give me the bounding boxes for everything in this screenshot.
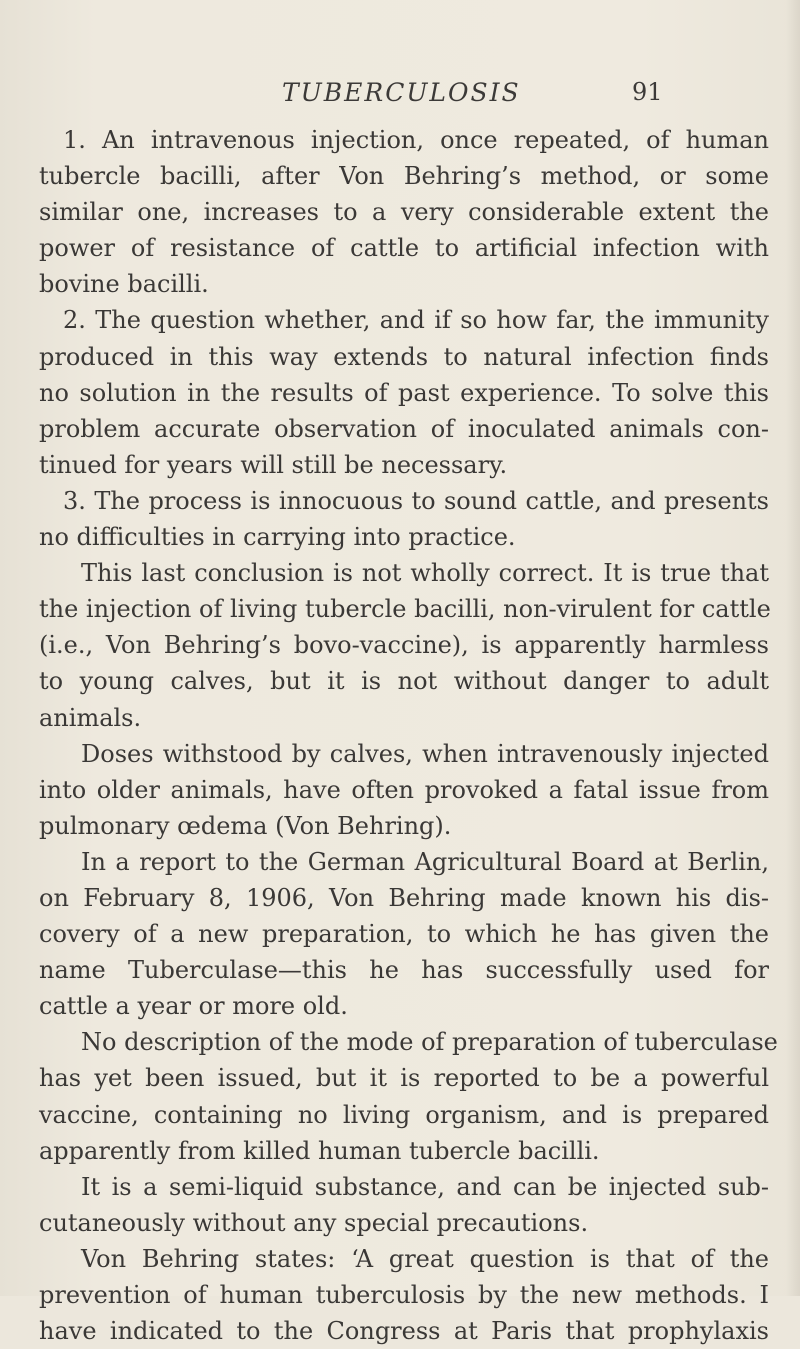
text-line: Von Behring states: ‘A great question is that of the [81,1244,769,1273]
text-line: prevention of human tuberculosis by the new methods. I [39,1281,769,1309]
text-line: no solution in the results of past experience. To solve this [39,378,769,407]
page-number: 91 [632,78,663,106]
text-line: 2. The question whether, and if so how far, the immunity [63,306,769,335]
text-line: on February 8, 1906, Von Behring made known his dis- [39,883,769,912]
text-line: Doses withstood by calves, when intravenously injected [81,739,769,768]
text-line: vaccine, containing no living organism, and is prepared [39,1100,769,1129]
text-line: power of resistance of cattle to artificial infection with [39,234,769,263]
text-line: apparently from killed human tubercle bacilli. [39,1136,600,1165]
text-line: into older animals, have often provoked a fatal issue from [39,775,769,804]
text-line: no difficulties in carrying into practice. [39,523,516,552]
body-text [39,122,778,1349]
text-line: the injection of living tubercle bacilli, non-virulent for cattle [39,595,771,624]
text-line: animals. [39,703,142,732]
text-line: cutaneously without any special precautions. [39,1208,589,1237]
text-line: (i.e., Von Behring’s bovo-vaccine), is apparently harmless [39,631,769,660]
text-line: cattle a year or more old. [39,992,348,1021]
text-line: No description of the mode of preparation of tuberculase [81,1028,778,1057]
text-line: produced in this way extends to natural infection finds [39,342,769,371]
text-line: tinued for years will still be necessary. [39,450,508,479]
text-line: name Tuberculase—this he has successfully used for [39,956,769,985]
running-title: TUBERCULOSIS [282,78,521,107]
text-line: bovine bacilli. [39,270,209,299]
text-line: problem accurate observation of inoculated animals con- [39,414,769,443]
text-line: tubercle bacilli, after Von Behring’s method, or some [39,162,769,191]
text-line: It is a semi-liquid substance, and can be injected sub- [81,1172,769,1201]
running-head [0,78,800,118]
page-edge-shadow [786,0,800,1296]
text-line: This last conclusion is not wholly correct. It is true that [81,559,769,588]
text-line: covery of a new preparation, to which he has given the [39,920,769,949]
text-line: have indicated to the Congress at Paris that prophylaxis [39,1317,769,1346]
text-line: 3. The process is innocuous to sound cattle, and presents [63,486,769,515]
text-line: pulmonary œdema (Von Behring). [39,811,452,840]
text-line: In a report to the German Agricultural Board at Berlin, [81,847,769,876]
text-line: 1. An intravenous injection, once repeated, of human [63,126,769,154]
text-line: to young calves, but it is not without danger to adult [39,667,769,696]
text-line: similar one, increases to a very considerable extent the [39,198,769,227]
text-line: has yet been issued, but it is reported to be a powerful [39,1064,769,1093]
